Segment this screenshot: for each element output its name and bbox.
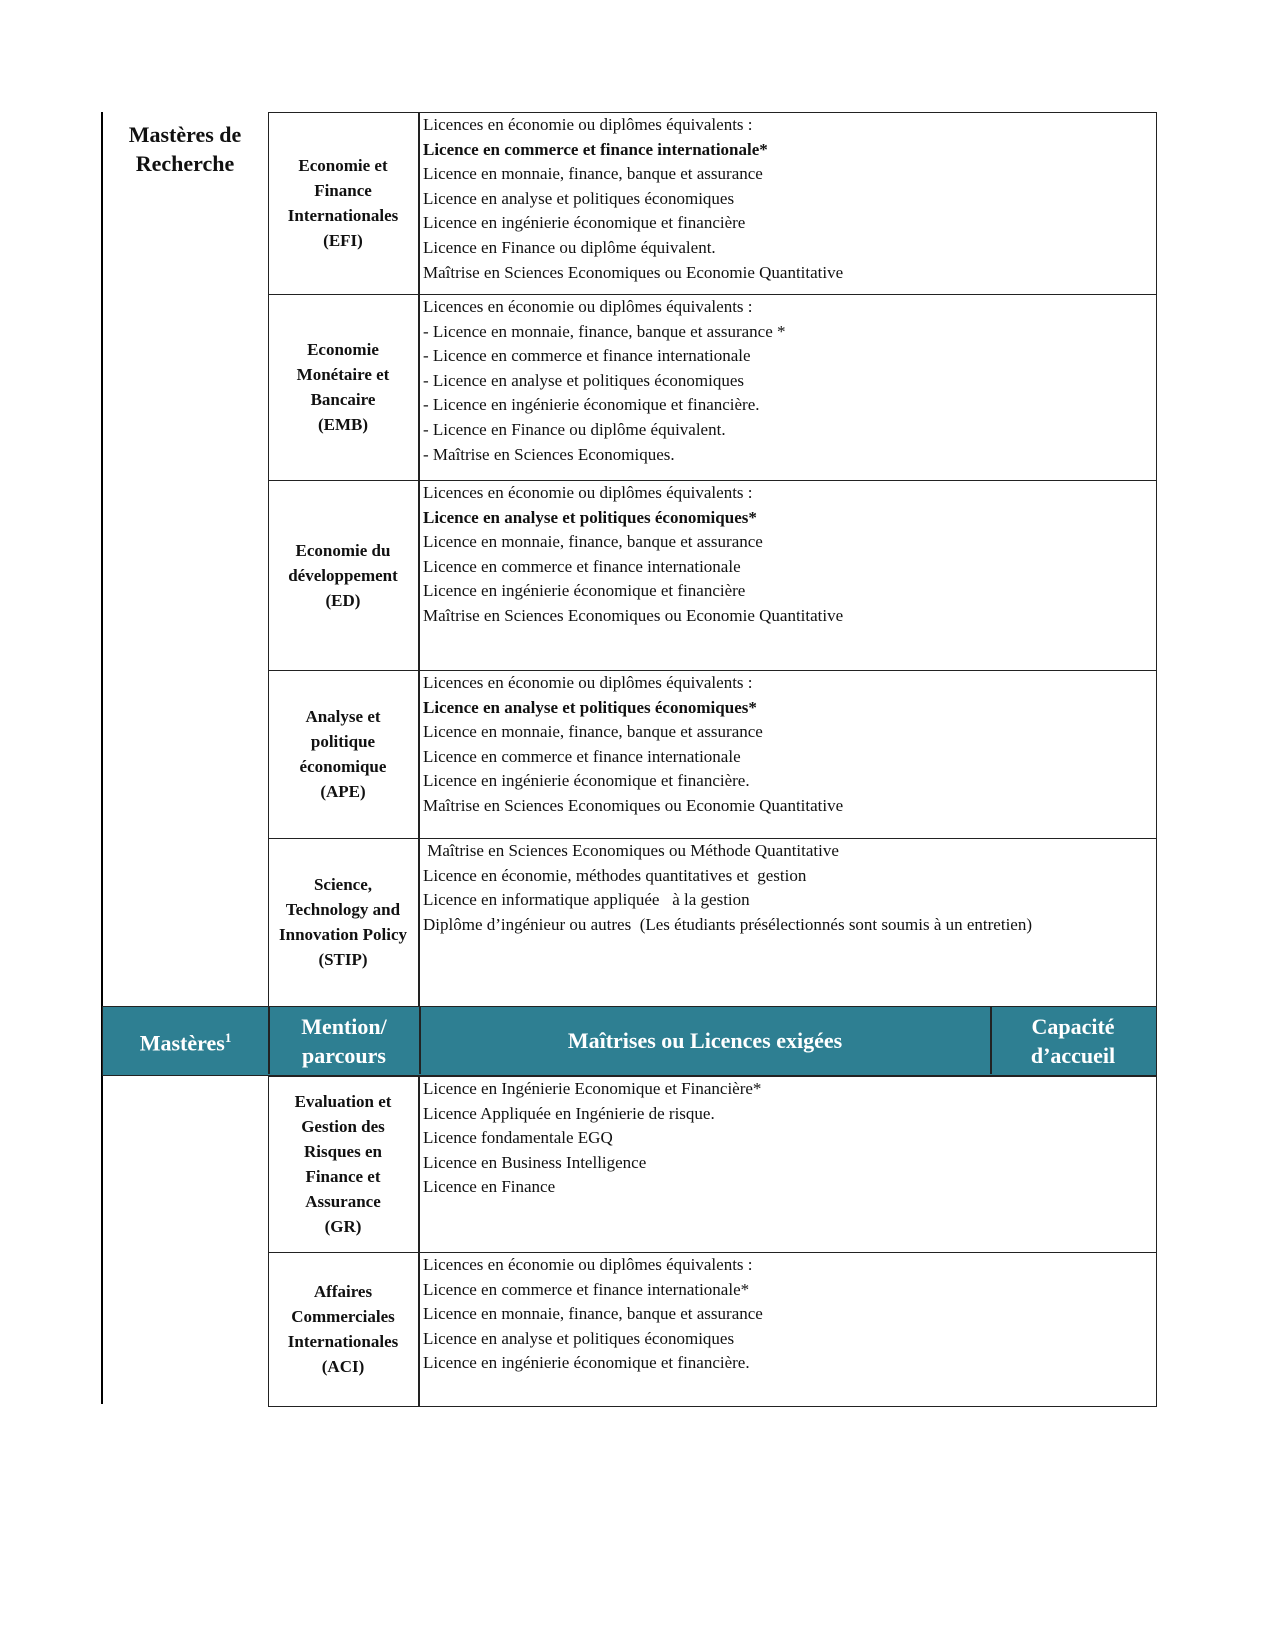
header-masteres-label: Mastères xyxy=(139,1030,225,1056)
requirement-line: Licence en économie, méthodes quantitatives et gestion xyxy=(423,865,807,885)
requirement-line: Licence en monnaie, finance, banque et assurance xyxy=(423,1304,763,1324)
recherche-row-mention xyxy=(268,294,418,480)
requirement-line: Licence en informatique appliquée à la gestion xyxy=(423,890,750,910)
recherche-row-mention xyxy=(268,670,418,838)
requirement-line: Licence Appliquée en Ingénierie de risque. xyxy=(423,1103,715,1123)
mention-line: Science, xyxy=(313,875,373,894)
requirement-line: Licence en commerce et finance internationale xyxy=(423,556,741,576)
mention-line: Evaluation et xyxy=(294,1092,392,1111)
header-capacite xyxy=(991,1007,1155,1074)
header-mention-line: parcours xyxy=(302,1042,386,1068)
mention-line: (ED) xyxy=(325,590,361,610)
recherche-row-requirements-list xyxy=(423,113,1153,285)
mention-line: Internationales xyxy=(287,1332,399,1351)
recherche-row-mention xyxy=(268,112,418,294)
requirement-line: Maîtrise en Sciences Economiques ou Economie Quantitative xyxy=(423,795,844,815)
mention-line: (EMB) xyxy=(317,415,369,434)
mention-line: Risques en xyxy=(304,1142,382,1161)
mention-line: Economie xyxy=(307,340,379,359)
requirement-line: Licence en commerce et finance internationale xyxy=(423,746,741,766)
requirement-line: Licence en Ingénierie Economique et Financière* xyxy=(423,1079,762,1098)
requirement-line: Maîtrise en Sciences Economiques ou Economie Quantitative xyxy=(423,605,844,625)
requirement-line: Licence en analyse et politiques économiques* xyxy=(423,507,757,527)
header-mention-line: Mention/ xyxy=(301,1013,387,1039)
requirement-line: Licence en analyse et politiques économiques xyxy=(423,1328,735,1348)
mention-line: développement xyxy=(288,565,398,585)
recherche-row-mention xyxy=(268,838,418,1006)
requirement-line: Licences en économie ou diplômes équivalents : xyxy=(423,483,753,502)
mention-line: Innovation Policy xyxy=(279,925,407,944)
requirement-line: - Licence en Finance ou diplôme équivalent. xyxy=(423,419,726,439)
table-header-band xyxy=(102,1006,1157,1076)
masteres-row-mention xyxy=(268,1076,418,1252)
requirement-line: Licence en monnaie, finance, banque et assurance xyxy=(423,722,763,742)
mention-line: (APE) xyxy=(320,782,366,801)
mention-line: Bancaire xyxy=(310,390,376,409)
requirement-line: Licence en analyse et politiques économiques xyxy=(423,188,735,208)
requirement-line: Licence en monnaie, finance, banque et assurance xyxy=(423,164,763,184)
requirement-line: - Licence en ingénierie économique et financière. xyxy=(423,395,760,415)
mention-line: Internationales xyxy=(287,206,399,225)
mention-line: Commerciales xyxy=(291,1307,395,1326)
requirement-line: Licence en commerce et finance internationale* xyxy=(423,1279,750,1299)
mention-line: (GR) xyxy=(324,1217,362,1236)
section-title-masteres-recherche: Mastères de Recherche xyxy=(128,122,242,176)
header-capacite-line: d’accueil xyxy=(1030,1042,1116,1068)
requirement-line: Diplôme d’ingénieur ou autres (Les étudiants présélectionnés sont soumis à un entretien) xyxy=(423,914,1033,934)
requirement-line: Licence en ingénierie économique et financière. xyxy=(423,771,750,791)
requirement-line: Licence en monnaie, finance, banque et assurance xyxy=(423,532,763,552)
mention-line: (EFI) xyxy=(323,231,363,250)
requirement-line: Licences en économie ou diplômes équivalents : xyxy=(423,115,753,134)
mention-line: Finance et xyxy=(305,1167,381,1186)
requirement-line: - Maîtrise en Sciences Economiques. xyxy=(423,444,675,464)
requirement-line: - Licence en analyse et politiques économiques xyxy=(423,370,744,390)
mention-line: Gestion des xyxy=(301,1117,385,1136)
requirement-line: Licences en économie ou diplômes équivalents : xyxy=(423,297,753,316)
masteres-row-requirements-list xyxy=(423,1077,1153,1200)
requirement-line: - Licence en monnaie, finance, banque et assurance * xyxy=(423,321,786,341)
recherche-row-requirements-list xyxy=(423,839,1153,937)
footnote-marker: 1 xyxy=(224,1030,232,1046)
mention-line: Finance xyxy=(314,181,372,200)
requirement-line: Licence en Finance xyxy=(423,1177,556,1197)
requirement-line: Licence fondamentale EGQ xyxy=(423,1128,613,1148)
recherche-row-mention xyxy=(268,480,418,670)
requirement-line: Maîtrise en Sciences Economiques ou Economie Quantitative xyxy=(423,262,844,282)
header-mention xyxy=(269,1007,419,1074)
recherche-row-requirements-list xyxy=(423,671,1153,819)
header-masteres xyxy=(103,1007,268,1074)
requirement-line: Licence en commerce et finance internationale* xyxy=(423,139,768,159)
requirement-line: Licence en ingénierie économique et financière xyxy=(423,581,746,601)
requirement-line: Licence en Finance ou diplôme équivalent. xyxy=(423,237,716,257)
mention-line: Technology and xyxy=(285,900,401,919)
requirement-line: Licence en ingénierie économique et financière xyxy=(423,213,746,233)
mention-line: Assurance xyxy=(305,1192,381,1211)
masteres-row-requirements-list xyxy=(423,1253,1153,1376)
mention-line: Monétaire et xyxy=(296,365,390,384)
requirement-line: Licence en ingénierie économique et financière. xyxy=(423,1353,750,1373)
mention-line: Economie du xyxy=(295,540,391,560)
mention-line: (STIP) xyxy=(318,950,368,969)
recherche-row-requirements-list xyxy=(423,295,1153,467)
mention-line: politique xyxy=(310,732,376,751)
left-border-line xyxy=(101,112,103,1404)
masteres-row-mention xyxy=(268,1252,418,1406)
header-maitrises: Maîtrises ou Licences exigées xyxy=(567,1028,843,1053)
header-capacite-line: Capacité xyxy=(1031,1013,1115,1039)
requirement-line: - Licence en commerce et finance internationale xyxy=(423,346,751,366)
mention-line: (ACI) xyxy=(321,1357,365,1376)
requirement-line: Licences en économie ou diplômes équivalents : xyxy=(423,673,753,692)
requirement-line: Licence en Business Intelligence xyxy=(423,1152,647,1172)
requirement-line: Licences en économie ou diplômes équivalents : xyxy=(423,1255,753,1274)
mention-line: économique xyxy=(299,757,387,776)
recherche-row-requirements-list xyxy=(423,481,1153,629)
mention-line: Analyse et xyxy=(305,707,381,726)
requirement-line: Maîtrise en Sciences Economiques ou Méthode Quantitative xyxy=(423,841,839,860)
mention-line: Affaires xyxy=(313,1282,373,1301)
mention-line: Economie et xyxy=(298,156,388,175)
requirement-line: Licence en analyse et politiques économiques* xyxy=(423,697,757,717)
